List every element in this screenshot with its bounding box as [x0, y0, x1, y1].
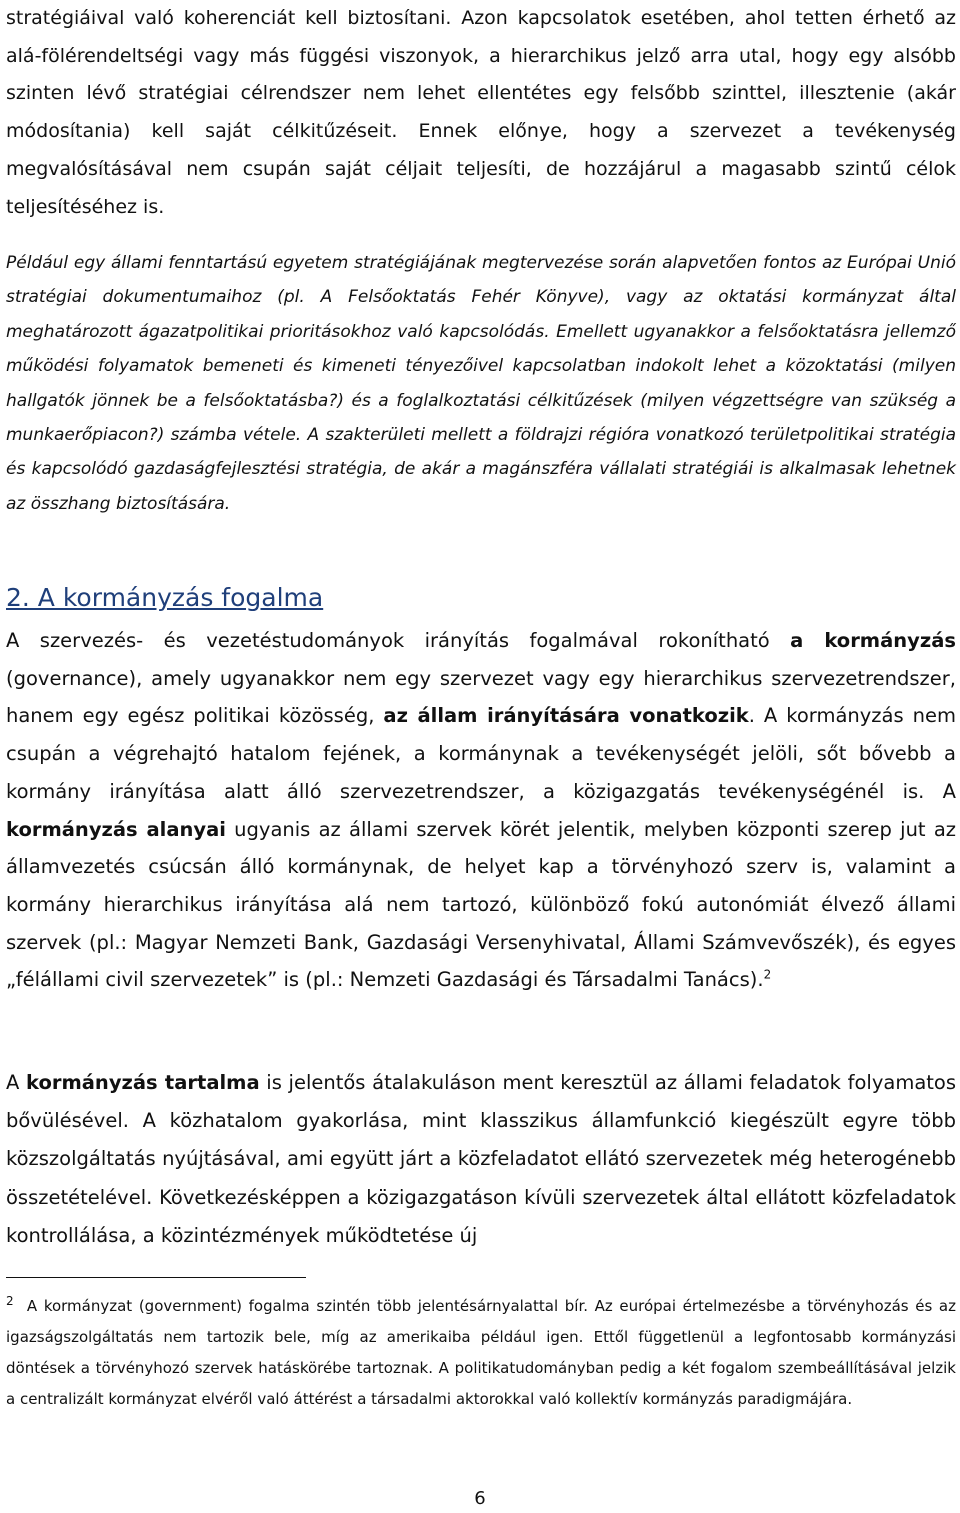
- text-run: ugyanis az állami szervek körét jelentik, melyben központi szerep jut az államvezetés csúcsán álló kormánynak, de helyet kap a törvényhozó szerv is, valamint a kormány hierarchikus irányítása alá nem tartozó, különböző fokú autonómiát élvező állami szervek (pl.: Magyar Nemzeti Bank, Gazdasági Versenyhivatal, Állami Számvevőszék), és egyes „félállami civil szervezetek” is (pl.: Nemzeti Gazdasági és Társadalmi Tanács).: [6, 817, 956, 992]
- bold-term: a kormányzás: [790, 629, 956, 652]
- footnote-separator: [6, 1277, 306, 1278]
- bold-term: az állam irányítására vonatkozik: [383, 704, 749, 728]
- text-run: A: [6, 1071, 26, 1094]
- paragraph-strategy-coherence: stratégiáival való koherenciát kell biztosítani. Azon kapcsolatok esetében, ahol tetten érhető az alá-fölérendeltségi vagy más függési viszonyok, a hierarchikus jelző arra utal, hogy egy alsóbb szinten lévő stratégiai célrendszer nem lehet ellentétes egy felsőbb szinttel, illesztenie (akár módosítania) kell saját célkitűzéseit. Ennek előnye, hogy a szervezet a tevékenység megvalósításával nem csupán saját céljait teljesíti, de hozzájárul a magasabb szintű célok teljesítéséhez is.: [6, 7, 956, 218]
- paragraph-example-university: Például egy állami fenntartású egyetem stratégiájának megtervezése során alapvetően fontos az Európai Unió stratégiai dokumentumaihoz (pl. A Felsőoktatás Fehér Könyve), vagy az oktatási kormányzat által meghatározott ágazatpolitikai prioritásokhoz való kapcsolódás. Emellett ugyanakkor a felsőoktatásra jellemző működési folyamatok bemeneti és kimeneti tényezőivel kapcsolatban indokolt lehet a közoktatási (milyen hallgatók jönnek be a felsőoktatásba?) és a foglalkoztatási célkitűzések (milyen végzettségre van szükség a munkaerőpiacon?) számba vétele. A szakterületi mellett a földrajzi régióra vonatkozó területpolitikai stratégia és kapcsolódó gazdaságfejlesztési stratégia, de akár a magánszféra vállalati stratégiái is alkalmasak lehetnek az összhang biztosítására.: [6, 253, 956, 514]
- text-run: is jelentős átalakuláson ment keresztül az állami feladatok folyamatos bővülésével. A közhatalom gyakorlása, mint klasszikus államfunkció kiegészült egyre több közszolgáltatás nyújtásával, ami együtt járt a közfeladatot ellátó szervezetek még heterogénebb összetételével. Következésképpen a közigazgatáson kívüli szervezetek által ellátott közfeladatok kontrollálása, a közintézmények működtetése új: [6, 1071, 956, 1247]
- text-run: A szervezés- és vezetéstudományok irányítás fogalmával rokonítható: [6, 629, 791, 652]
- section-heading: 2. A kormányzás fogalma: [6, 583, 324, 612]
- paragraph-governance-content: [6, 1064, 956, 1255]
- text-run: (governance), amely ugyanakkor nem egy szervezet vagy egy hierarchikus szervezetrendszer, hanem egy egész politikai közösség,: [6, 666, 956, 728]
- footnote-text: A kormányzat (government) fogalma szintén több jelentésárnyalattal bír. Az európai értelmezésbe a törvényhozás és az igazságszolgáltatás nem tartozik bele, míg az amerikaiba például igen. Ettől függetlenül a legfontosabb kormányzási döntések a törvényhozó szervek hatáskörébe tartoznak. A politikatudományban pedig a két fogalom szembeállításával jelzik a centralizált kormányzat elvéről való áttérést a társadalmi aktorokkal való kollektív kormányzás paradigmájára.: [6, 1297, 956, 1408]
- page-number: 6: [474, 1488, 486, 1509]
- paragraph-governance-definition: [6, 622, 956, 999]
- footnote-reference[interactable]: 2: [763, 967, 772, 982]
- text-run: . A kormányzás nem csupán a végrehajtó hatalom fejének, a kormánynak a tevékenységét jelöli, sőt bővebb a kormány irányítása alatt álló szervezetrendszer, a közigazgatás tevékenységénél is. A: [6, 704, 956, 803]
- bold-term: kormányzás alanyai: [6, 817, 226, 841]
- footnote-mark: 2: [6, 1294, 14, 1308]
- bold-term: kormányzás tartalma: [26, 1071, 260, 1094]
- footnote: [6, 1291, 956, 1415]
